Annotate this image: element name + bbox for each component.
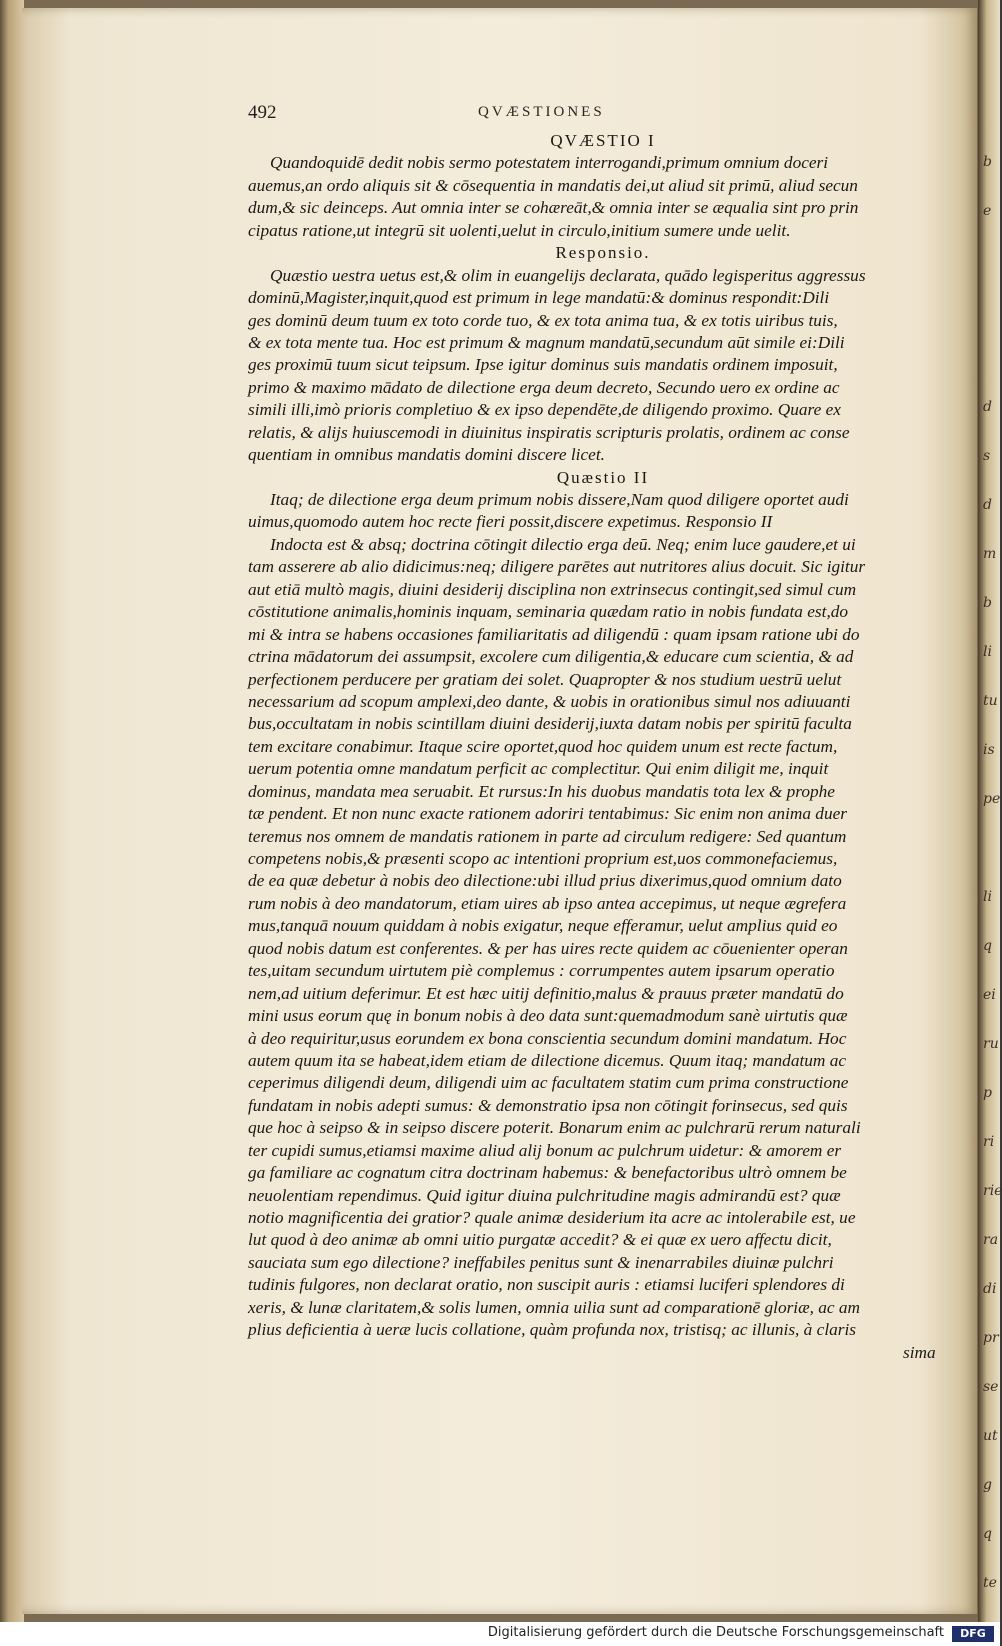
text-line: nem,ad uitium deferimur. Et est hæc uitij definitio,malus & prauus præter mandatū do [248,983,844,1003]
body-text [248,130,958,1364]
footer-credit: Digitalisierung gefördert durch die Deutsche Forschungsgemeinschaft [487,1625,944,1640]
margin-letter: m [983,546,997,562]
text-line: notio magnificentia dei gratior? quale animæ desiderium ita acre ac intolerabile est, ue [248,1208,856,1227]
text-line: rum nobis à deo mandatorum, etiam uires ab ipso antea accepimus, ut neque ægrefera [248,893,847,913]
margin-letter [983,861,999,886]
margin-letter: s [983,448,991,464]
margin-letter [983,1155,999,1180]
text-line: mini usus eorum quę in bonum nobis à deo data sunt:quemadmodum sanè uirtutis quæ [248,1006,848,1026]
text-line: dominus, mandata mea seruabit. Et rursus:In his duobus mandatis tota lex & prophe [248,781,835,801]
text-line: sima [903,1342,936,1362]
text-line: Itaq; de dilectione erga deum primum nobis dissere,Nam quod diligere oportet audi [270,490,849,509]
text-line: necessarium ad scopum amplexi,deo dante, & uobis in orationibus simul nos adiuuanti [248,691,851,711]
text-line: que hoc à seipso & in seipso discere poterit. Bonarum enim ac pulchrarū rerum naturali [248,1118,861,1138]
text-line: aut etiā multò magis, diuini desiderij disciplina non extrinsecus contingit,sed simul cum [248,579,857,599]
margin-letter [983,346,999,371]
margin-letter [983,616,999,641]
margin-letter [983,836,999,861]
text-line: Quæstio uestra uetus est,& olim in euangelijs declarata, quādo legisperitus aggressus [270,265,866,285]
text-line: cipatus ratione,ut integrū sit uolenti,uelut in circulo,initium sumere unde uelit. [248,220,791,240]
margin-letter [983,1449,999,1474]
margin-letter [983,959,999,984]
margin-letter [983,910,999,935]
margin-letter: b [983,595,992,611]
margin-letter: d [983,399,992,415]
text-line: ga familiare ac cognatum citra doctrinam habemus: & benefactoribus ultrò omnem be [248,1163,847,1183]
margin-letter [983,812,999,837]
text-line: fundatam in nobis adepti sumus: & demonstratio ipsa non cōtingit forinsecus, sed quis [248,1095,848,1115]
margin-letter [983,1302,999,1327]
text-line: auemus,an ordo aliquis sit & cōsequentia in mandatis dei,ut aliud sit primū, aliud secun [248,175,858,195]
margin-letter [983,1008,999,1033]
text-line: tes,uitam secundum uirtutem piè complemus : corrumpentes autem ipsarum operatio [248,961,835,981]
text-line: perfectionem perducere per gratiam dei solet. Quapropter & nos studium uestrū uelut [248,669,842,689]
margin-letter: ut [983,1428,998,1444]
margin-letter: rie [983,1183,1002,1199]
text-line: xeris, & lunæ claritatem,& solis lumen, omnia uilia sunt ad comparationē gloriæ, ac am [248,1297,861,1317]
margin-letter: se [983,1379,999,1395]
page-number: 492 [248,102,277,123]
text-line: uimus,quomodo autem hoc recte fieri possit,discere expetimus. Responsio II [248,512,773,532]
text-line: tudinis fulgores, non declarat oratio, non suscipit auris : etiamsi luciferi splendores di [248,1275,845,1295]
text-line: ceperimus diligendi deum, diligendi uim ac facultatem statim cum prima constructione [248,1073,849,1093]
text-line: neuolentiam rependimus. Quid igitur diuina pulchritudine magis admirandū est? quæ [248,1185,841,1205]
text-line: teremus nos omnem de mandatis rationem in parte ad circulum redigere: Sed quantum [248,826,847,846]
running-head: QVÆSTIONES [478,104,605,120]
text-line: sauciata sum ego dilectione? ineffabiles penitus sunt & inenarrabiles diuinæ pulchri [248,1252,834,1272]
margin-letter: ri [983,1134,995,1150]
page-header [248,102,908,126]
text-line: quod nobis datum est conferentes. & per has uires recte quidem ac cōuenienter operan [248,938,848,958]
text-line: mi & intra se habens occasiones familiaritatis ad diligendū : quam ipsam ratione ubi do [248,624,860,644]
margin-letter [983,469,999,494]
text-line: ctrina mādatorum dei assumpsit, excolere cum diligentia,& educare cum scientia, & ad [248,647,854,667]
margin-letter [983,322,999,347]
text-line: Quandoquidē dedit nobis sermo potestatem interrogandi,primum omnium doceri [270,153,829,173]
margin-letter [983,1106,999,1131]
section-heading: QVÆSTIO I [550,131,656,150]
margin-letter: is [983,742,995,758]
margin-letter [983,420,999,445]
margin-letter: p [983,1085,992,1101]
margin-letter: tu [983,693,998,709]
margin-letter: q [983,1526,992,1542]
margin-letter [983,175,999,200]
text-line: tæ pendent. Et non nunc exacte rationem adoriri tentabimus: Sic enim non anima duer [248,804,847,824]
book-gutter-left [0,0,24,1622]
margin-letter [983,273,999,298]
text-line: Indocta est & absq; doctrina cōtingit dilectio erga deū. Neq; enim luce gaudere,et ui [270,534,856,554]
text-line: ter cupidi sumus,etiamsi maxime aliud alij bonum ac pulchrum uidetur: & amorem er [248,1140,842,1160]
margin-letter [983,224,999,249]
text-line: bus,occultatam in nobis scintillam diuini desiderij,iuxta datam nobis per spiritū faculta [248,714,852,734]
margin-letter [983,1351,999,1376]
text-line: cōstitutione animalis,hominis inquam, seminaria quædam ratio in nobis fundata est,do [248,602,849,622]
text-line: à deo requiritur,usus eorundem ex bona conscientia secundum domini mandatum. Hoc [248,1028,847,1048]
text-line: mus,tanquā nouum quiddam à nobis exigatur, neque efferamur, uelut amplius quid eo [248,916,838,936]
margin-letter: li [983,644,992,660]
margin-letter [983,714,999,739]
text-line: relatis, & alijs huiuscemodi in diuinitus inspiratis scripturis prolatis, ordinem ac conse [248,422,850,442]
section-heading: Quæstio II [556,467,650,487]
text-line: primo & maximo mādato de dilectione erga deum decreto, Secundo uero ex ordine ac [248,377,840,397]
text-line: de ea quæ debetur à nobis deo dilectione:ubi illud prius dixerimus,quod omnium dato [248,871,842,891]
margin-letter [983,371,999,396]
margin-letter [983,297,999,322]
margin-letter: pr [983,1330,999,1346]
text-line: lut quod à deo animæ ab omni uitio purgatæ accedit? & ei quæ ex uero affectu dicit, [248,1230,832,1250]
margin-letter [983,763,999,788]
text-line: uerum potentia omne mandatum perficit ac complectitur. Qui enim diligit me, inquit [248,759,829,779]
margin-letter: di [983,1281,997,1297]
margin-letter: g [983,1477,992,1493]
footer-bar [0,1622,1000,1646]
text-line: quentiam in omnibus mandatis domini discere licet. [248,445,605,465]
margin-letter: li [983,889,992,905]
text-line: simili illi,imò prioris completiuo & ex ipso dependēte,de diligendo proximo. Quare ex [248,400,841,420]
margin-letter: d [983,497,992,513]
margin-letter [983,1547,999,1572]
margin-letter [983,567,999,592]
margin-letter [983,1498,999,1523]
text-line: plius deficientia à ueræ lucis collatione, quàm profunda nox, tristisq; ac illunis, à claris [248,1320,857,1340]
text-line: tam asserere ab alio didicimus:neq; diligere parētes aut nutritores alius docuit. Sic igitur [248,557,866,577]
margin-letter [983,1400,999,1425]
text-line: & ex tota mente tua. Hoc est primum & magnum mandatū,secundum aūt simile ei:Dili [248,332,845,352]
margin-letter [983,1057,999,1082]
text-line: autem quum ita se habeat,idem etiam de dilectione dicemus. Quum itaq; mandatum ac [248,1050,847,1070]
section-heading: Responsio. [555,243,651,263]
margin-letter: te [983,1575,997,1591]
margin-letter: ra [983,1232,999,1248]
margin-letter: ru [983,1036,999,1052]
text-line: competens nobis,& præsenti scopo ac intentioni proprium est,uos commonefaciemus, [248,849,838,868]
margin-letter: ei [983,987,996,1003]
margin-letter [983,1253,999,1278]
margin-letter: e [983,203,992,219]
margin-letter [983,518,999,543]
text-line: dum,& sic deinceps. Aut omnia inter se cohæreāt,& omnia inter se æqualia sint pro prin [248,198,859,218]
text-line: dominū,Magister,inquit,quod est primum in lege mandatū:& dominus respondit:Dili [248,288,830,308]
right-page-margin-letters [983,150,1002,1591]
text-line: ges proximū tuum sicut teipsum. Ipse igitur dominus suis mandatis ordinem imposuit, [248,355,838,375]
margin-letter: b [983,154,992,170]
text-line: tem excitare conabimur. Itaque scire oportet,quod hoc quidem unum est recte factum, [248,736,838,756]
margin-letter [983,665,999,690]
margin-letter: pe [983,791,1001,807]
dfg-logo: DFG [952,1626,994,1642]
margin-letter [983,248,999,273]
text-line: ges dominū deum tuum ex toto corde tuo, & ex tota anima tua, & ex totis uiribus tuis, [248,310,838,330]
margin-letter: q [983,938,992,954]
margin-letter [983,1204,999,1229]
